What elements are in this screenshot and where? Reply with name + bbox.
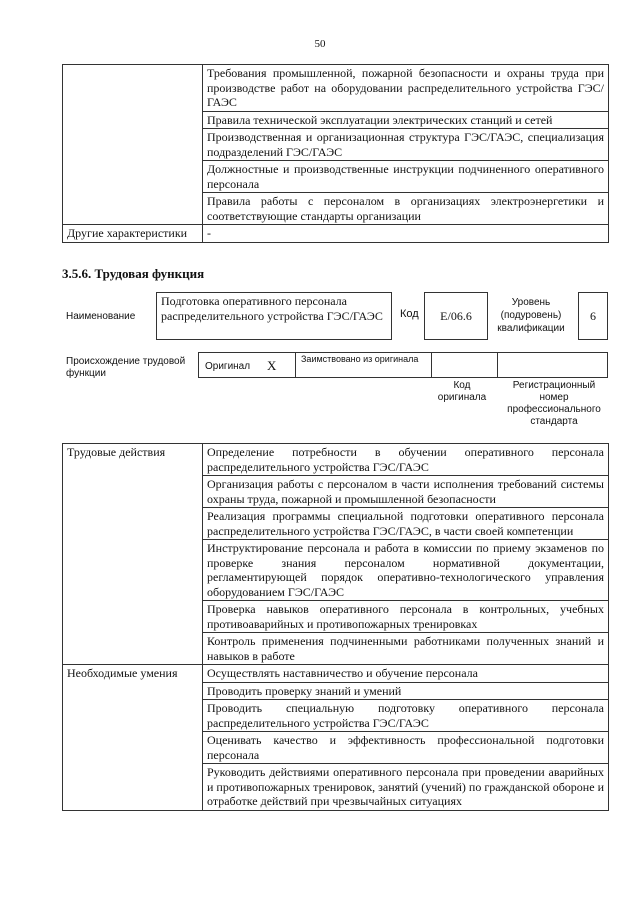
page-number: 50 [314, 38, 326, 50]
table-row: Осуществлять наставничество и обучение персонала [203, 665, 609, 683]
table-row: Руководить действиями оперативного персонала при проведении аварийных и противопожарных тренировок, занятий (учений) по гражданской обороне и отработке действий при чрезвычайных ситуациях [203, 764, 609, 811]
level-label: Уровень (подуровень) квалификации [497, 297, 565, 334]
table-row: Требования промышленной, пожарной безопасности и охраны труда при производстве работ на оборудовании распределительного устройства ГЭС/ГАЭС [203, 65, 609, 112]
table-row: Проводить проверку знаний и умений [203, 682, 609, 700]
origin-row [198, 352, 608, 378]
code-label: Код [400, 308, 419, 320]
knowledge-table [62, 64, 609, 243]
borrowed-label: Заимствовано из оригинала [301, 354, 419, 364]
table-row: Определение потребности в обучении оперативного персонала распределительного устройства ГЭС/ГАЭС [203, 444, 609, 476]
code-original-label: Код оригинала [437, 380, 487, 403]
function-name-box: Подготовка оперативного персонала распределительного устройства ГЭС/ГАЭС [156, 292, 392, 340]
table-row: Контроль применения подчиненными работниками полученных знаний и навыков в работе [203, 633, 609, 665]
table-row: Производственная и организационная структура ГЭС/ГАЭС, специализация подразделений ГЭС/ГАЭС [203, 129, 609, 161]
table-row: Проверка навыков оперативного персонала в контрольных, учебных противоаварийных и противопожарных тренировках [203, 601, 609, 633]
divider [497, 353, 498, 377]
original-label: Оригинал [205, 361, 251, 372]
origin-label: Происхождение трудовой функции [66, 356, 186, 379]
empty-label-cell [63, 65, 203, 225]
table-row: Оценивать качество и эффективность профессиональной подготовки персонала [203, 732, 609, 764]
name-label: Наименование [66, 311, 136, 322]
other-characteristics-label: Другие характеристики [63, 225, 203, 243]
table-row: Правила работы с персоналом в организациях электроэнергетики и соответствующие стандарты организации [203, 193, 609, 225]
table-row: Должностные и производственные инструкции подчиненного оперативного персонала [203, 161, 609, 193]
labor-function-table [62, 443, 609, 811]
table-row: Организация работы с персоналом в части исполнения требований системы охраны труда, пожарной и промышленной безопасности [203, 476, 609, 508]
section-title: 3.5.6. Трудовая функция [62, 266, 205, 281]
skills-label: Необходимые умения [63, 665, 203, 811]
table-row: Реализация программы специальной подготовки оперативного персонала распределительного устройства ГЭС/ГАЭС, в части своей компетенции [203, 508, 609, 540]
labor-actions-label: Трудовые действия [63, 444, 203, 665]
divider [295, 353, 296, 377]
function-code-box: E/06.6 [424, 292, 488, 340]
level-value-box: 6 [578, 292, 608, 340]
table-row: Инструктирование персонала и работа в комиссии по приему экзаменов по проверке знания персоналом нормативной документации, регламентирующей порядок оперативно-технологического управления оборудованием ГЭС/ГАЭС [203, 540, 609, 601]
other-characteristics-value: - [203, 225, 609, 243]
table-row: Правила технической эксплуатации электрических станций и сетей [203, 111, 609, 129]
table-row: Проводить специальную подготовку оперативного персонала распределительного устройства ГЭС/ГАЭС [203, 700, 609, 732]
divider [431, 353, 432, 377]
reg-number-label: Регистрационный номер профессионального стандарта [507, 380, 601, 427]
original-mark: X [267, 358, 277, 373]
